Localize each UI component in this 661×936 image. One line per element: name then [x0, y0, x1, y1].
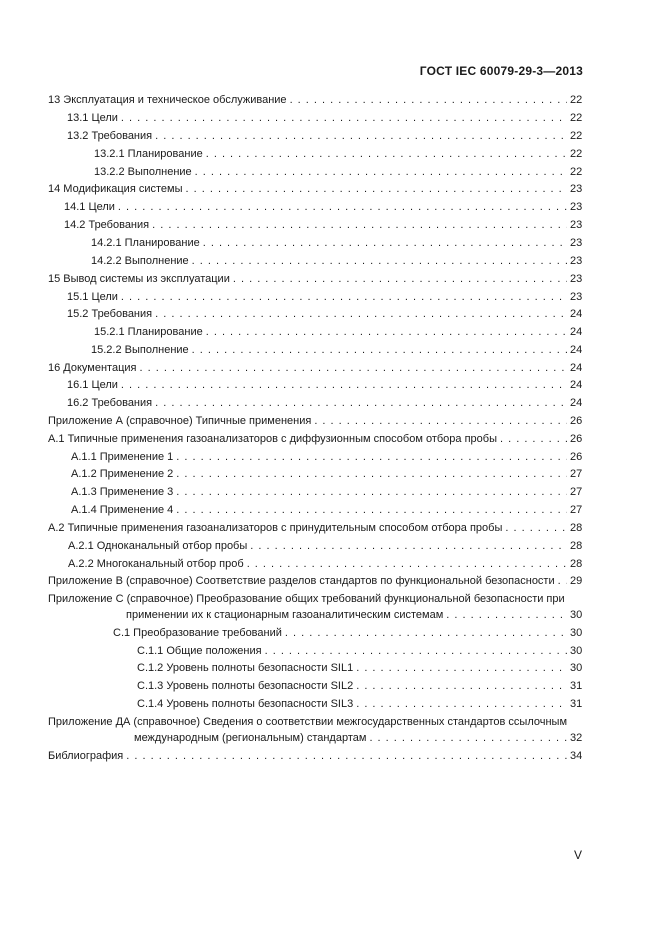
toc-entry[interactable] [48, 748, 582, 764]
toc-entry[interactable] [71, 502, 582, 518]
toc-leader-dots [290, 92, 567, 108]
toc-entry-page: 27 [570, 468, 583, 480]
toc-leader-dots [505, 520, 567, 536]
toc-entry[interactable] [71, 449, 582, 465]
toc-leader-dots [250, 538, 567, 554]
toc-leader-dots [176, 449, 567, 465]
toc-entry[interactable] [64, 199, 582, 215]
toc-entry-title: 15.2 Требования [67, 308, 153, 320]
toc-entry-title: 16 Документация [48, 362, 137, 374]
toc-entry-page: 30 [570, 609, 583, 621]
toc-leader-dots [121, 110, 567, 126]
toc-leader-dots [247, 556, 567, 572]
toc-entry-page: 30 [570, 662, 583, 674]
toc-entry-page: 27 [570, 486, 583, 498]
toc-entry[interactable] [137, 696, 582, 712]
toc-entry-title: А.2.2 Многоканальный отбор проб [68, 558, 244, 570]
toc-leader-dots [206, 324, 567, 340]
toc-leader-dots [500, 431, 567, 447]
toc-entry-title: 14.1 Цели [64, 201, 115, 213]
toc-leader-dots [369, 730, 567, 746]
toc-leader-dots [155, 395, 567, 411]
toc-entry[interactable] [137, 643, 582, 659]
toc-leader-dots [155, 306, 567, 322]
toc-entry-title: С.1.3 Уровень полноты безопасности SIL2 [137, 680, 354, 692]
toc-entry-page: 32 [570, 732, 583, 744]
toc-entry-page: 30 [570, 627, 583, 639]
toc-entry-first-line: Приложение ДА (справочное) Сведения о соответствии межгосударственных стандартов ссылочным [48, 716, 568, 728]
toc-entry-title: 14.2.2 Выполнение [91, 255, 189, 267]
toc-entry-title: Приложение А (справочное) Типичные применения [48, 415, 312, 427]
toc-entry[interactable] [48, 271, 582, 287]
toc-entry-title: 13.2.2 Выполнение [94, 166, 192, 178]
toc-leader-dots [186, 181, 568, 197]
toc-entry[interactable] [67, 306, 582, 322]
toc-leader-dots [314, 413, 567, 429]
toc-leader-dots [152, 217, 567, 233]
toc-entry[interactable] [48, 431, 582, 447]
toc-leader-dots [446, 607, 567, 623]
toc-entry-page: 23 [570, 291, 583, 303]
toc-leader-dots [176, 466, 567, 482]
toc-entry-title: А.2 Типичные применения газоанализаторов с принудительным способом отбора пробы [48, 522, 503, 534]
toc-entry-page: 27 [570, 504, 583, 516]
toc-entry-title: 13.2 Требования [67, 130, 153, 142]
toc-entry-page: 23 [570, 255, 583, 267]
toc-entry-title: 13 Эксплуатация и техническое обслуживание [48, 94, 287, 106]
toc-entry-title: применении их к стационарным газоаналитическим системам [126, 609, 444, 621]
toc-leader-dots [126, 748, 567, 764]
toc-entry[interactable] [94, 324, 582, 340]
toc-entry[interactable] [67, 289, 582, 305]
toc-leader-dots [233, 271, 567, 287]
toc-leader-dots [203, 235, 567, 251]
toc-entry-title: С.1.2 Уровень полноты безопасности SIL1 [137, 662, 354, 674]
toc-entry[interactable] [68, 556, 582, 572]
toc-entry[interactable] [113, 625, 582, 641]
toc-entry-page: 24 [570, 362, 583, 374]
page-number: V [574, 848, 583, 862]
toc-entry-page: 26 [570, 433, 583, 445]
toc-leader-dots [206, 146, 567, 162]
toc-entry[interactable] [48, 573, 582, 589]
toc-entry-page: 26 [570, 451, 583, 463]
toc-leader-dots [195, 164, 567, 180]
toc-entry-page: 31 [570, 698, 583, 710]
toc-entry-title: 14.2.1 Планирование [91, 237, 200, 249]
toc-entry-title: 15.2.2 Выполнение [91, 344, 189, 356]
toc-entry-title: 15 Вывод системы из эксплуатации [48, 273, 230, 285]
toc-entry-page: 30 [570, 645, 583, 657]
toc-leader-dots [558, 573, 567, 589]
toc-entry[interactable] [67, 395, 582, 411]
toc-entry-title: 16.2 Требования [67, 397, 153, 409]
toc-entry-title: 15.2.1 Планирование [94, 326, 203, 338]
toc-entry-page: 22 [570, 94, 583, 106]
toc-entry-page: 28 [570, 558, 583, 570]
toc-entry-page: 24 [570, 308, 583, 320]
toc-entry-title: 13.1 Цели [67, 112, 118, 124]
toc-leader-dots [176, 484, 567, 500]
toc-entry[interactable] [67, 128, 582, 144]
toc-entry-title: А.1.4 Применение 4 [71, 504, 174, 516]
toc-leader-dots [121, 377, 567, 393]
toc-entry-page: 24 [570, 344, 583, 356]
toc-entry-page: 28 [570, 522, 583, 534]
toc-entry[interactable] [71, 484, 582, 500]
toc-entry-title: 14 Модификация системы [48, 183, 183, 195]
toc-entry-page: 22 [570, 130, 583, 142]
toc-entry-title: А.1.3 Применение 3 [71, 486, 174, 498]
toc-entry-title: 15.1 Цели [67, 291, 118, 303]
toc-leader-dots [155, 128, 567, 144]
toc-entry-page: 23 [570, 237, 583, 249]
toc-entry-page: 23 [570, 201, 583, 213]
toc-entry[interactable] [67, 110, 582, 126]
toc-entry[interactable] [48, 181, 582, 197]
toc-leader-dots [192, 253, 567, 269]
toc-entry[interactable] [48, 92, 582, 108]
toc-entry-title: 14.2 Требования [64, 219, 150, 231]
toc-entry-page: 28 [570, 540, 583, 552]
toc-entry[interactable] [91, 235, 582, 251]
toc-entry[interactable] [67, 377, 582, 393]
toc-entry[interactable] [94, 164, 582, 180]
toc-entry[interactable] [94, 146, 582, 162]
toc-leader-dots [176, 502, 567, 518]
toc-entry-title: А.2.1 Одноканальный отбор пробы [68, 540, 248, 552]
toc-leader-dots [192, 342, 567, 358]
toc-entry-first-line: Приложение С (справочное) Преобразование общих требований функциональной безопасности при [48, 593, 565, 605]
toc-entry-title: С.1.4 Уровень полноты безопасности SIL3 [137, 698, 354, 710]
toc-entry[interactable] [91, 342, 582, 358]
toc-entry-title: С.1 Преобразование требований [113, 627, 282, 639]
toc-entry-title: 13.2.1 Планирование [94, 148, 203, 160]
toc-leader-dots [265, 643, 567, 659]
toc-entry-page: 22 [570, 148, 583, 160]
toc-entry-title: А.1 Типичные применения газоанализаторов с диффузионным способом отбора пробы [48, 433, 497, 445]
toc-entry-page: 23 [570, 273, 583, 285]
toc-entry[interactable] [68, 538, 582, 554]
toc-leader-dots [356, 696, 567, 712]
toc-entry-page: 23 [570, 183, 583, 195]
toc-entry-page: 22 [570, 112, 583, 124]
toc-leader-dots [285, 625, 567, 641]
toc-leader-dots [356, 678, 567, 694]
document-header: ГОСТ IEC 60079-29-3—2013 [419, 64, 583, 78]
toc-entry-page: 34 [570, 750, 583, 762]
toc-entry[interactable] [71, 466, 582, 482]
toc-entry[interactable] [137, 678, 582, 694]
toc-entry-title: С.1.1 Общие положения [137, 645, 262, 657]
toc-leader-dots [139, 360, 567, 376]
toc-entry-title: международным (региональным) стандартам [134, 732, 367, 744]
toc-entry-page: 31 [570, 680, 583, 692]
toc-entry-page: 24 [570, 397, 583, 409]
toc-entry-title: А.1.1 Применение 1 [71, 451, 174, 463]
toc-leader-dots [118, 199, 567, 215]
toc-entry[interactable] [91, 253, 582, 269]
toc-entry-page: 24 [570, 379, 583, 391]
toc-entry-page: 26 [570, 415, 583, 427]
toc-entry-title: А.1.2 Применение 2 [71, 468, 174, 480]
toc-entry[interactable] [64, 217, 582, 233]
toc-entry-page: 22 [570, 166, 583, 178]
toc-entry[interactable] [126, 607, 582, 623]
toc-entry[interactable] [48, 413, 582, 429]
toc-entry-title: Библиография [48, 750, 124, 762]
toc-entry[interactable] [48, 520, 582, 536]
toc-entry[interactable] [134, 730, 582, 746]
toc-leader-dots [356, 660, 567, 676]
toc-entry-page: 29 [570, 575, 583, 587]
toc-entry[interactable] [48, 360, 582, 376]
toc-leader-dots [121, 289, 567, 305]
toc-entry-page: 23 [570, 219, 583, 231]
toc-entry-title: 16.1 Цели [67, 379, 118, 391]
toc-entry-title: Приложение В (справочное) Соответствие разделов стандартов по функциональной безопасности [48, 575, 555, 587]
toc-entry-page: 24 [570, 326, 583, 338]
toc-entry[interactable] [137, 660, 582, 676]
